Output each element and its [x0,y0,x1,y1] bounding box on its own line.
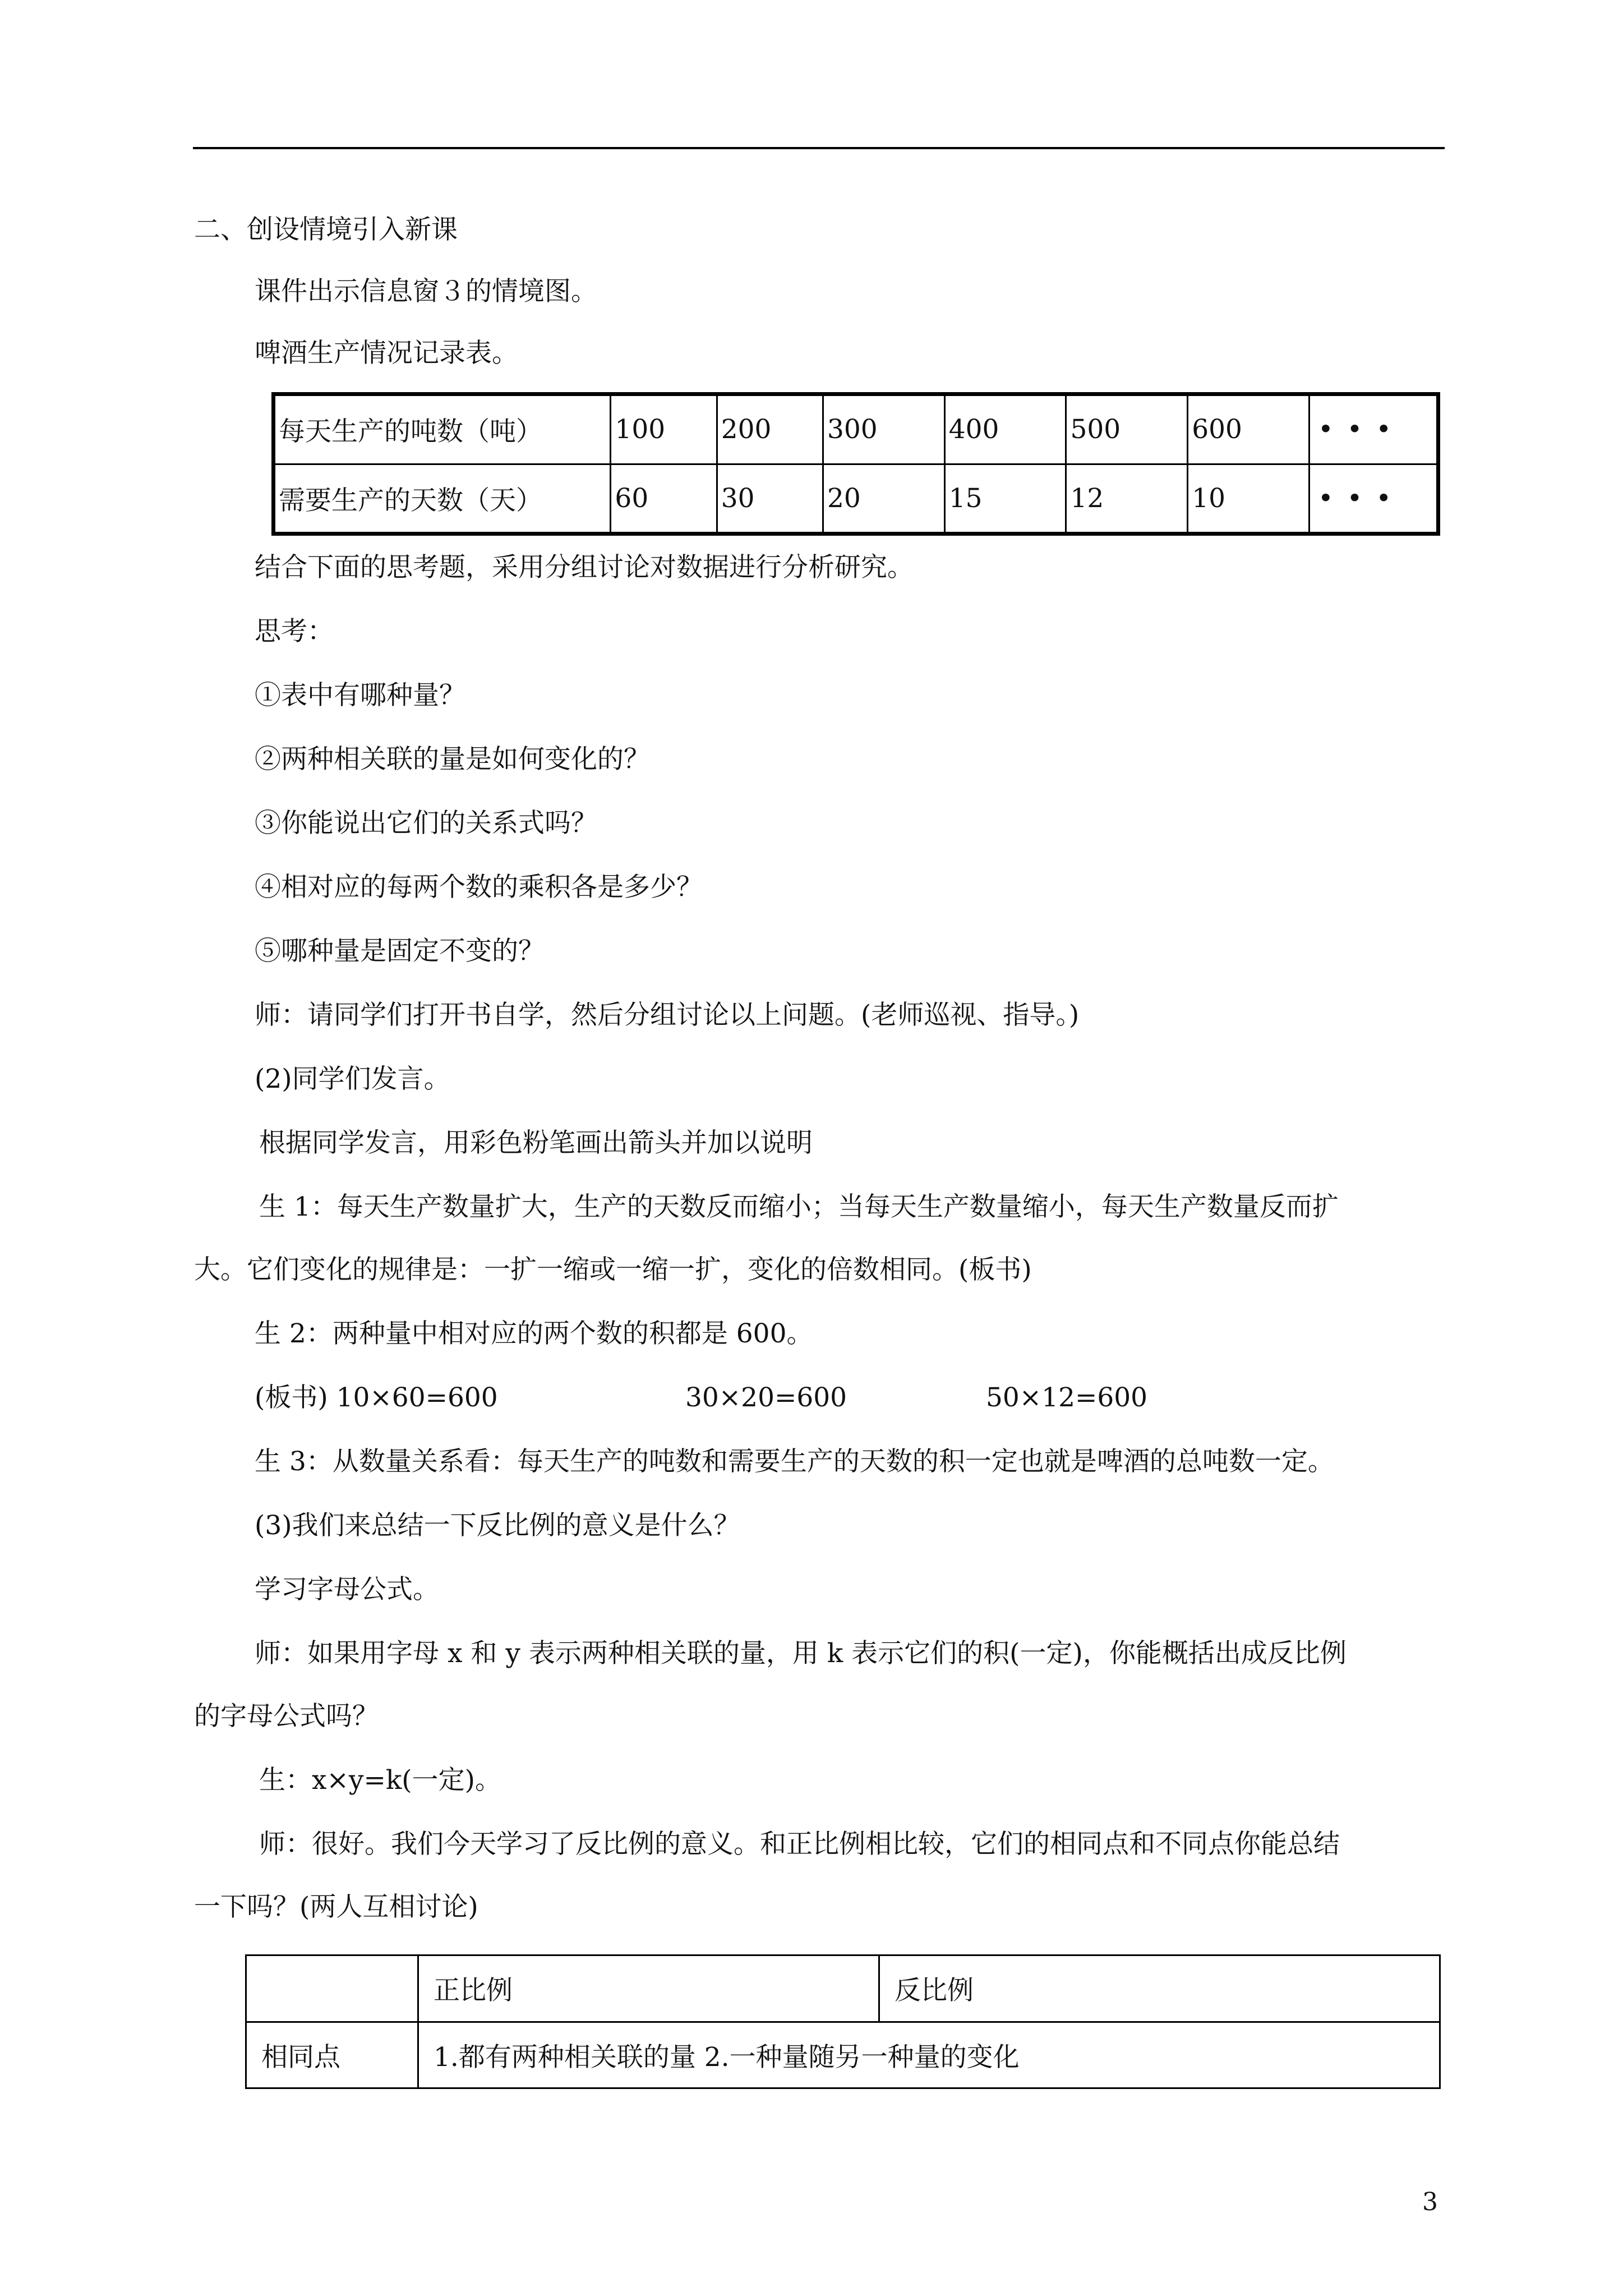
table-cell: 60 [611,464,717,534]
table-row [274,464,1438,534]
table-cell: 200 [717,394,823,464]
row-label: 需要生产的天数（天） [274,464,611,534]
table-cell: 30 [717,464,823,534]
table-cell: 600 [1188,394,1310,464]
text-line: 一下吗？(两人互相讨论) [194,1892,478,1922]
text-line: ③你能说出它们的关系式吗？ [255,808,597,839]
production-table [271,392,1440,536]
text-line: 师：请同学们打开书自学，然后分组讨论以上问题。(老师巡视、指导。) [255,1000,1080,1030]
table-row [274,394,1438,464]
table-row [246,2022,1440,2088]
text-line: 生 3：从数量关系看：每天生产的吨数和需要生产的天数的积一定也就是啤酒的总吨数一定。 [255,1446,1334,1477]
text-line: (2)同学们发言。 [255,1064,450,1094]
text-line: 生：x×y=k(一定)。 [259,1765,501,1796]
table-cell: 12 [1066,464,1188,534]
table-cell: 500 [1066,394,1188,464]
text-line: 生 1：每天生产数量扩大，生产的天数反而缩小；当每天生产数量缩小，每天生产数量反而扩 [259,1191,1339,1222]
text-line: 结合下面的思考题，采用分组讨论对数据进行分析研究。 [255,552,914,583]
table-cell: 15 [944,464,1066,534]
text-line: (3)我们来总结一下反比例的意义是什么？ [255,1510,740,1541]
table-cell: 100 [611,394,717,464]
text-line: ④相对应的每两个数的乘积各是多少？ [255,872,703,903]
header-cell-inverse-proportion: 反比例 [879,1955,1440,2022]
text-line: ②两种相关联的量是如何变化的？ [255,744,650,775]
header-rule [193,147,1445,149]
text-line: ①表中有哪种量？ [255,680,465,711]
header-cell-direct-proportion: 正比例 [418,1955,879,2022]
text-line: 啤酒生产情况记录表。 [255,338,518,369]
text-line: 学习字母公式。 [255,1574,439,1605]
text-line: 师：如果用字母 x 和 y 表示两种相关联的量，用 k 表示它们的积(一定)，你能概括出成反比例 [255,1638,1347,1669]
text-line: ⑤哪种量是固定不变的？ [255,936,545,967]
ellipsis-cell: ••• [1309,464,1438,534]
board-formula-2: 30×20=600 [685,1382,847,1413]
table-cell: 20 [823,464,944,534]
table-cell: 400 [944,394,1066,464]
table-header-row [246,1955,1440,2022]
table-cell: 300 [823,394,944,464]
section-heading: 二、创设情境引入新课 [194,214,458,245]
comparison-table [245,1954,1441,2089]
text-line: 的字母公式吗？ [194,1701,379,1732]
row-label: 每天生产的吨数（吨） [274,394,611,464]
text-line: 大。它们变化的规律是：一扩一缩或一缩一扩，变化的倍数相同。(板书) [194,1254,1032,1285]
row-label-similarities: 相同点 [246,2022,418,2088]
text-line: 师：很好。我们今天学习了反比例的意义。和正比例相比较，它们的相同点和不同点你能总结 [259,1829,1340,1860]
text-line: 根据同学发言，用彩色粉笔画出箭头并加以说明 [259,1128,813,1158]
text-line: 生 2：两种量中相对应的两个数的积都是 600。 [255,1318,813,1349]
text-line: 课件出示信息窗３的情境图。 [255,276,597,307]
board-formula-3: 50×12=600 [986,1382,1148,1413]
ellipsis-cell: ••• [1309,394,1438,464]
header-cell-empty [246,1955,418,2022]
board-formula-1: (板书) 10×60=600 [255,1382,498,1413]
table-cell: 10 [1188,464,1310,534]
page-number: 3 [1422,2188,1438,2216]
similarities-cell: 1.都有两种相关联的量 2.一种量随另一种量的变化 [418,2022,1440,2088]
text-line: 思考： [255,616,334,647]
